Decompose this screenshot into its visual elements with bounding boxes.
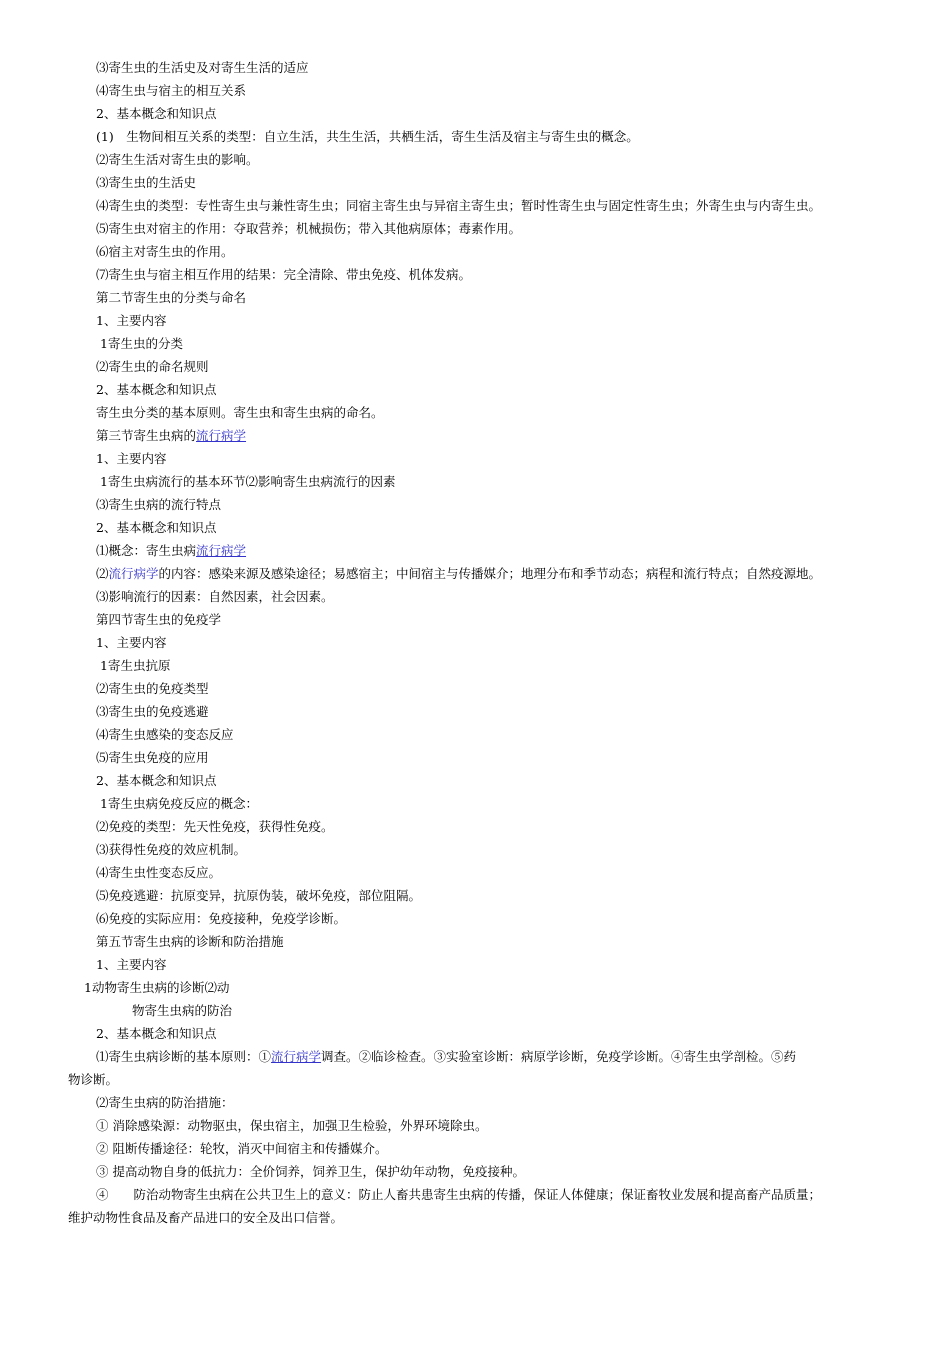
section-heading: 第四节寄生虫的免疫学 bbox=[96, 612, 222, 627]
text-line: 物寄生虫病的防治 bbox=[132, 1003, 233, 1018]
text-line: 维护动物性食品及畜产品进口的安全及出口信誉。 bbox=[68, 1210, 344, 1225]
text-line: ⑶寄生虫的生活史及对寄生生活的适应 bbox=[96, 60, 309, 75]
text-line: 1寄生虫抗原 bbox=[100, 658, 171, 673]
text-line: ⑶寄生虫的免疫逃避 bbox=[96, 704, 209, 719]
text-line: ⑸寄生虫免疫的应用 bbox=[96, 750, 209, 765]
text-line: 2、基本概念和知识点 bbox=[96, 773, 217, 788]
epidemiology-link[interactable]: 流行病学 bbox=[196, 543, 247, 558]
text-line: 2、基本概念和知识点 bbox=[96, 106, 217, 121]
text-line: ⑶寄生虫病的流行特点 bbox=[96, 497, 222, 512]
text-line: (1) 生物间相互关系的类型：自立生活，共生生活，共栖生活，寄生生活及宿主与寄生虫的概念。 bbox=[96, 129, 639, 144]
text-line: 物诊断。 bbox=[68, 1072, 119, 1087]
text-line: ② 阻断传播途径：轮牧，消灭中间宿主和传播媒介。 bbox=[96, 1141, 388, 1156]
text-line bbox=[96, 566, 821, 582]
line-text: ⑴寄生虫病诊断的基本原则：① bbox=[96, 1049, 272, 1064]
text-line: 2、基本概念和知识点 bbox=[96, 1026, 217, 1041]
text-line: ⑶影响流行的因素：自然因素，社会因素。 bbox=[96, 589, 334, 604]
text-line: ⑵寄生生活对寄生虫的影响。 bbox=[96, 152, 259, 167]
epidemiology-link[interactable]: 流行病学 bbox=[271, 1049, 322, 1064]
line-text: ⑴概念：寄生虫病 bbox=[96, 543, 197, 558]
text-line: ⑷寄生虫性变态反应。 bbox=[96, 865, 222, 880]
text-line: 1、主要内容 bbox=[96, 635, 167, 650]
text-line: ④ 防治动物寄生虫病在公共卫生上的意义：防止人畜共患寄生虫病的传播，保证人体健康；保证畜牧业发展和提高畜产品质量； bbox=[96, 1187, 822, 1202]
text-line: ⑹免疫的实际应用：免疫接种，免疫学诊断。 bbox=[96, 911, 347, 926]
text-line: 1、主要内容 bbox=[96, 313, 167, 328]
text-line bbox=[96, 1049, 796, 1065]
text-line: ⑵寄生虫的命名规则 bbox=[96, 359, 209, 374]
text-line: 1寄生虫病流行的基本环节⑵影响寄生虫病流行的因素 bbox=[100, 474, 396, 489]
text-line: ⑵寄生虫的免疫类型 bbox=[96, 681, 209, 696]
section-heading: 第五节寄生虫病的诊断和防治措施 bbox=[96, 934, 284, 949]
text-line: ⑹宿主对寄生虫的作用。 bbox=[96, 244, 234, 259]
text-line: 1动物寄生虫病的诊断⑵动 bbox=[84, 980, 230, 995]
text-line: ⑵免疫的类型：先天性免疫，获得性免疫。 bbox=[96, 819, 334, 834]
line-text: 调查。②临诊检查。③实验室诊断：病原学诊断，免疫学诊断。④寄生虫学剖检。⑤药 bbox=[321, 1049, 797, 1064]
text-line: ① 消除感染源：动物驱虫，保虫宿主，加强卫生检验，外界环境除虫。 bbox=[96, 1118, 488, 1133]
text-line: ③ 提高动物自身的低抗力：全价饲养，饲养卫生，保护幼年动物，免疫接种。 bbox=[96, 1164, 525, 1179]
text-line: ⑸免疫逃避：抗原变异，抗原伪装，破坏免疫，部位阻隔。 bbox=[96, 888, 422, 903]
text-line: ⑷寄生虫与宿主的相互关系 bbox=[96, 83, 247, 98]
text-line: ⑺寄生虫与宿主相互作用的结果：完全清除、带虫免疫、机体发病。 bbox=[96, 267, 472, 282]
text-line: 2、基本概念和知识点 bbox=[96, 382, 217, 397]
text-line: ⑷寄生虫感染的变态反应 bbox=[96, 727, 234, 742]
text-line: 1寄生虫的分类 bbox=[100, 336, 183, 351]
section-heading: 第二节寄生虫的分类与命名 bbox=[96, 290, 247, 305]
text-line: 1、主要内容 bbox=[96, 451, 167, 466]
text-line: 2、基本概念和知识点 bbox=[96, 520, 217, 535]
text-line: 1寄生虫病免疫反应的概念： bbox=[100, 796, 258, 811]
heading-text: 第三节寄生虫病的 bbox=[96, 428, 197, 443]
line-text: ⑵ bbox=[96, 566, 109, 581]
text-line: ⑸寄生虫对宿主的作用：夺取营养；机械损伤；带入其他病原体；毒素作用。 bbox=[96, 221, 522, 236]
section-heading bbox=[96, 428, 246, 444]
text-line: 寄生虫分类的基本原则。寄生虫和寄生虫病的命名。 bbox=[96, 405, 384, 420]
epidemiology-link[interactable]: 流行病学 bbox=[196, 428, 247, 443]
text-line: ⑵寄生虫病的防治措施： bbox=[96, 1095, 234, 1110]
epidemiology-link[interactable]: 流行病学 bbox=[108, 566, 159, 581]
text-line: ⑶寄生虫的生活史 bbox=[96, 175, 197, 190]
text-line: ⑷寄生虫的类型：专性寄生虫与兼性寄生虫；同宿主寄生虫与异宿主寄生虫；暂时性寄生虫与固定性寄生虫；外寄生虫与内寄生虫。 bbox=[96, 198, 822, 213]
text-line: ⑶获得性免疫的效应机制。 bbox=[96, 842, 247, 857]
line-text: 的内容：感染来源及感染途径；易感宿主；中间宿主与传播媒介；地理分布和季节动态；病程和流行特点；自然疫源地。 bbox=[158, 566, 822, 581]
text-line bbox=[96, 543, 246, 559]
text-line: 1、主要内容 bbox=[96, 957, 167, 972]
